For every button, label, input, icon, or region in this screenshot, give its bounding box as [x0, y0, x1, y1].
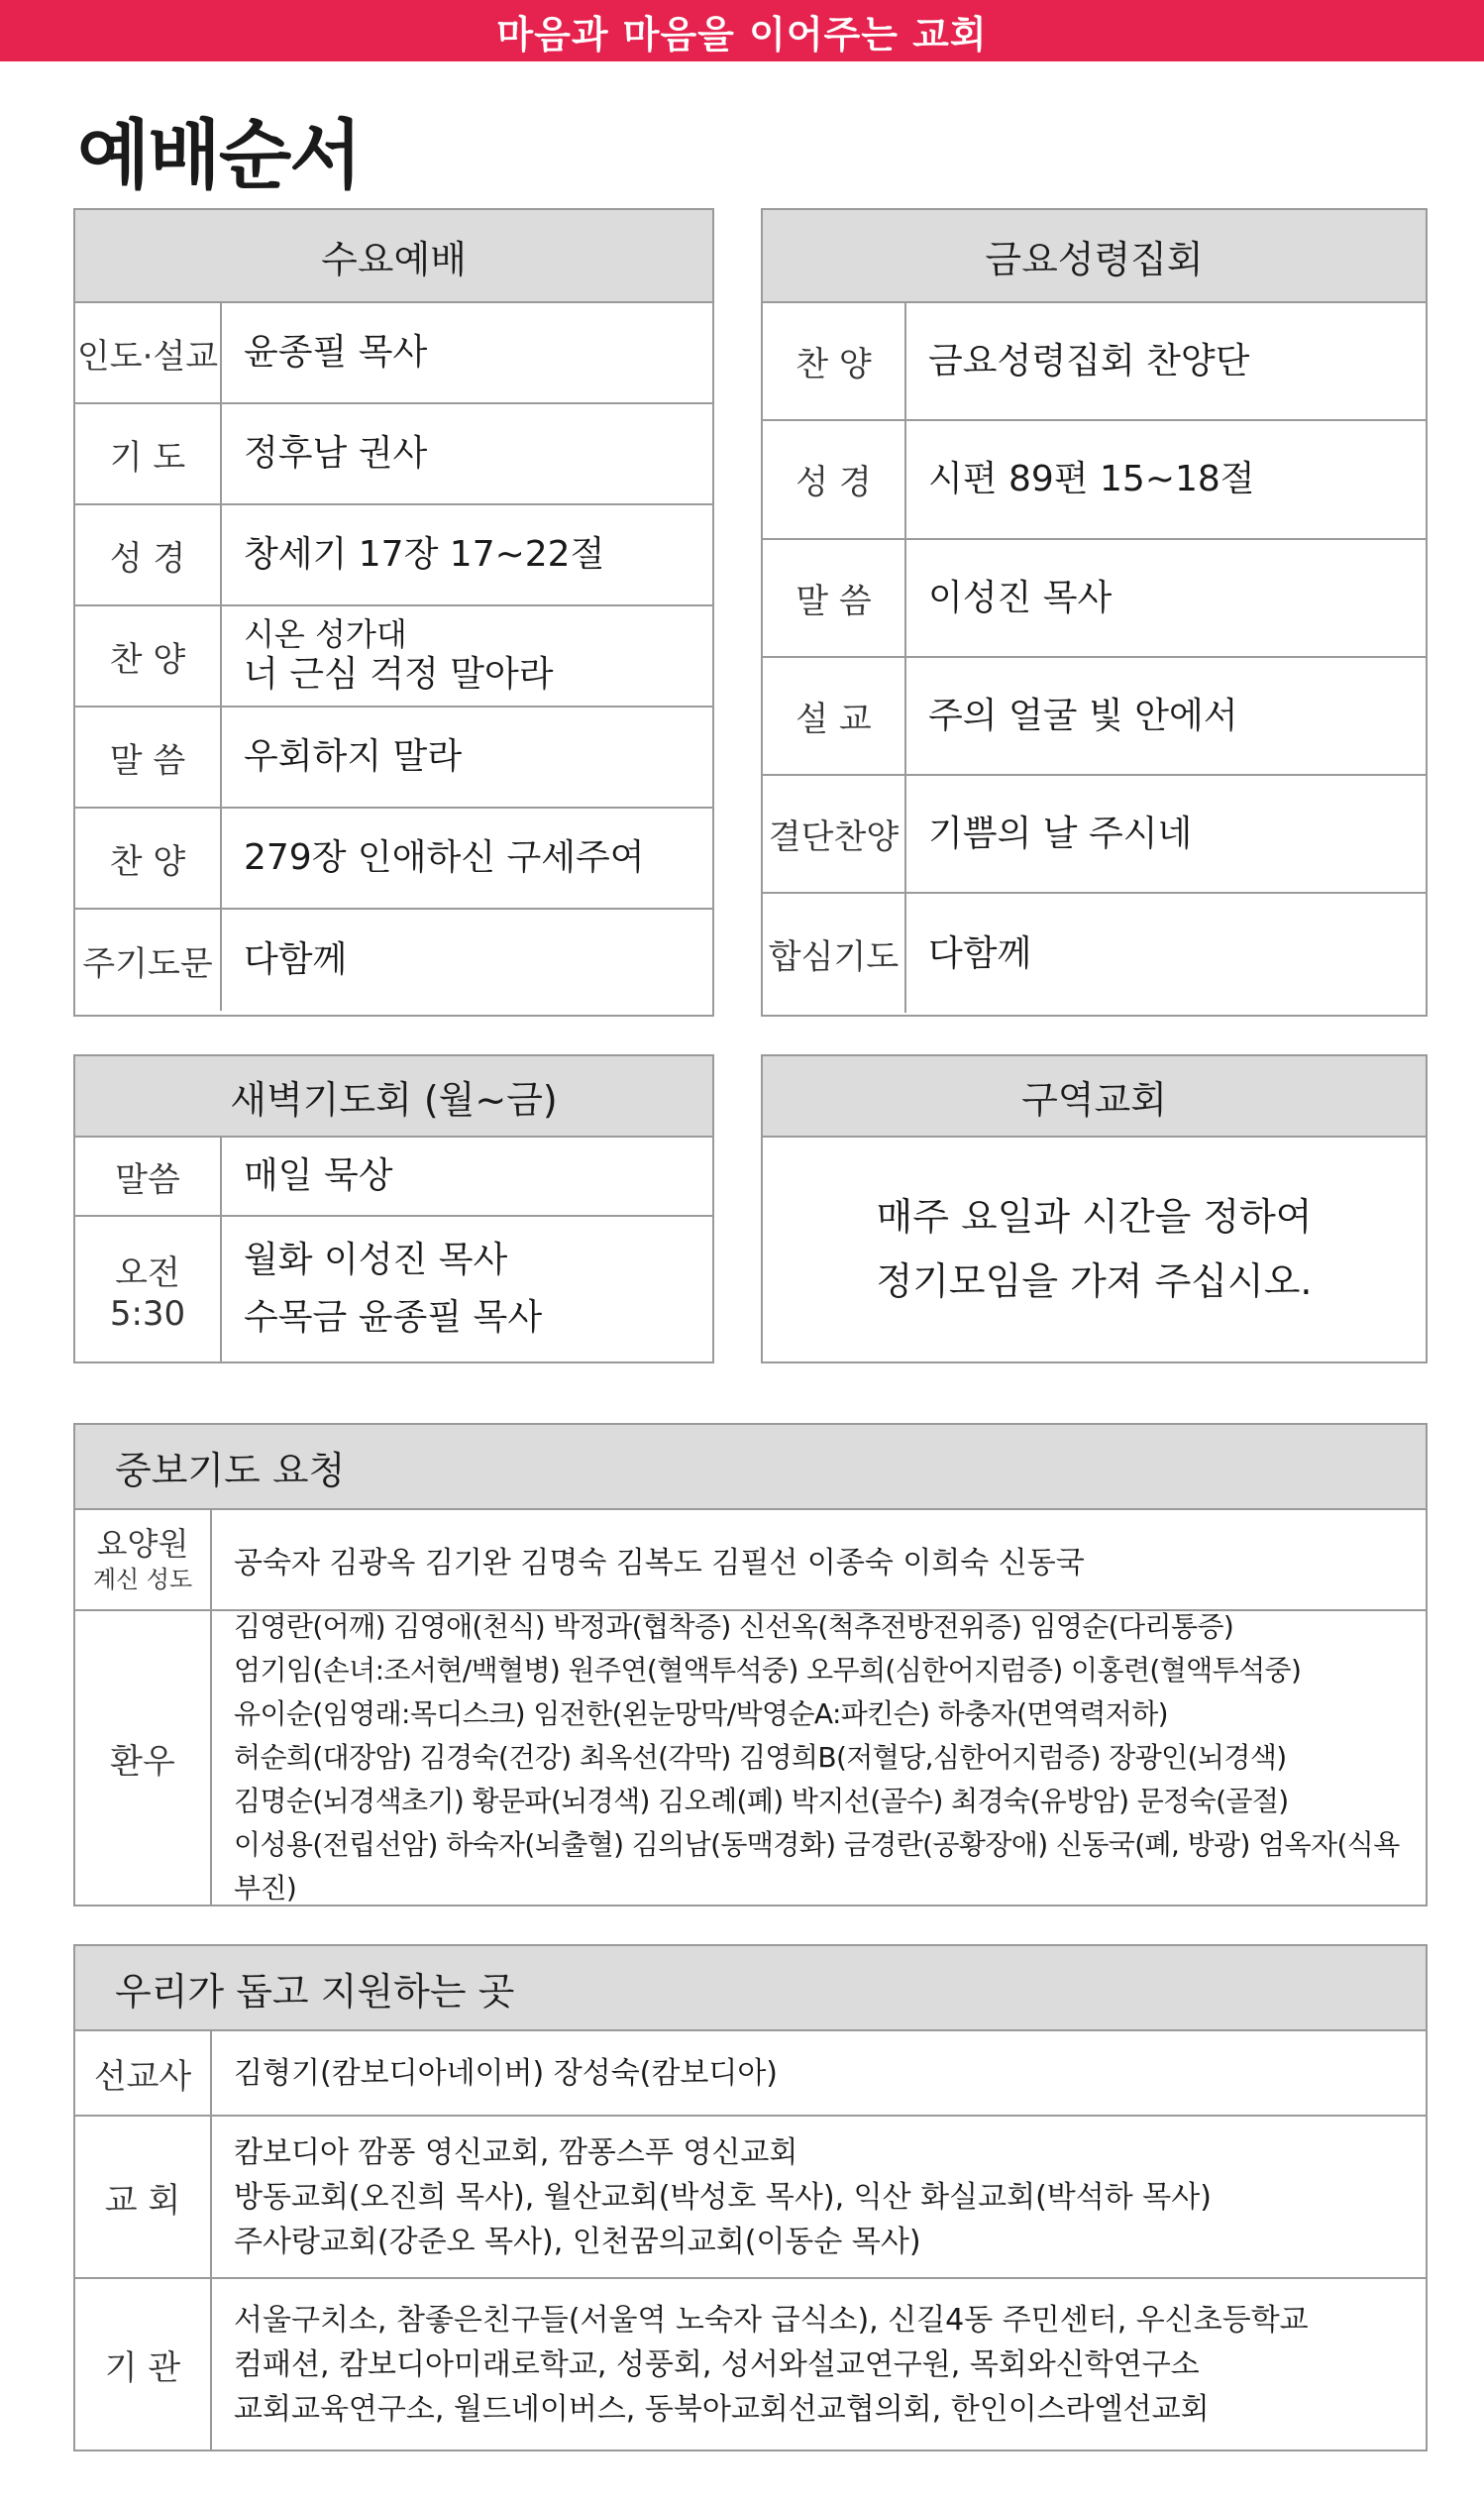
support-label-church: 교 회: [75, 2117, 212, 2277]
org-line: 컴패션, 캄보디아미래로학교, 성풍회, 성서와설교연구원, 목회와신학연구소: [234, 2346, 1200, 2382]
district-notice: [763, 1138, 1426, 1361]
friday-value-text: 주의 얼굴 빛 안에서: [928, 695, 1238, 736]
org-line: 교회교육연구소, 월드네이버스, 동북아교회선교협의회, 한인이스라엘선교회: [234, 2391, 1210, 2427]
friday-value-text: 금요성령집회 찬양단: [928, 341, 1250, 382]
wednesday-value-text: 창세기 17장 17~22절: [244, 534, 605, 576]
support-label-missionary: 선교사: [75, 2031, 212, 2115]
wednesday-row: [75, 708, 712, 809]
wednesday-heading: 수요예배: [75, 210, 712, 303]
friday-value: [906, 776, 1426, 892]
wednesday-worship-box: [73, 208, 714, 1017]
wednesday-label: 주기도문: [75, 910, 222, 1011]
wednesday-row: [75, 404, 712, 505]
nursing-label-sub: 계신 성도: [92, 1566, 193, 1594]
wednesday-value-text: 다함께: [244, 939, 348, 981]
friday-label: 말 씀: [763, 540, 906, 656]
support-heading: 우리가 돕고 지원하는 곳: [75, 1946, 1426, 2031]
dawn-label-time: 오전 5:30: [75, 1217, 222, 1361]
wednesday-value: [222, 505, 712, 604]
dawn-row-time: [75, 1217, 712, 1361]
wednesday-value: [222, 708, 712, 807]
wednesday-value: [222, 606, 712, 706]
wednesday-row: [75, 606, 712, 708]
dawn-leader-1: 월화 이성진 목사: [244, 1240, 508, 1281]
wednesday-label: 인도·설교: [75, 303, 222, 402]
patient-line: 엄기임(손녀:조서현/백혈병) 원주연(혈액투석중) 오무희(심한어지럼증) 이홍련(혈액투석중): [234, 1654, 1302, 1687]
friday-value: [906, 658, 1426, 774]
nursing-names-text: 공숙자 김광옥 김기완 김명숙 김복도 김필선 이종숙 이희숙 신동국: [234, 1546, 1085, 1580]
dawn-heading: 새벽기도회 (월~금): [75, 1056, 712, 1138]
patient-line: 김영란(어깨) 김영애(천식) 박정과(협착증) 신선옥(척추전방전위증) 임영순(다리통증): [234, 1610, 1234, 1643]
friday-value-text: 이성진 목사: [928, 577, 1113, 618]
district-line-2: 정기모임을 가져 주십시오.: [876, 1259, 1313, 1303]
patient-line: 김명순(뇌경색초기) 황문파(뇌경색) 김오례(폐) 박지선(골수) 최경숙(유방암) 문정숙(골절): [234, 1785, 1289, 1817]
missionary-line: 김형기(캄보디아네이버) 장성숙(캄보디아): [234, 2055, 779, 2091]
dawn-value-word: [222, 1138, 712, 1215]
intercessory-prayer-box: [73, 1423, 1428, 1906]
wednesday-value-text: 너 근심 걱정 말아라: [244, 653, 554, 695]
friday-gathering-box: [761, 208, 1428, 1017]
friday-label: 성 경: [763, 421, 906, 537]
wednesday-value-text: 279장 인애하신 구세주여: [244, 837, 645, 879]
friday-value-text: 기쁨의 날 주시네: [928, 814, 1193, 855]
wednesday-row: [75, 809, 712, 910]
support-box: [73, 1944, 1428, 2451]
support-value-church: [212, 2117, 1426, 2277]
church-line: 주사랑교회(강준오 목사), 인천꿈의교회(이동순 목사): [234, 2224, 921, 2259]
friday-value-text: 시편 89편 15~18절: [928, 459, 1255, 500]
wednesday-row: [75, 303, 712, 404]
dawn-label-word: 말씀: [75, 1138, 222, 1215]
wednesday-value-text: 윤종필 목사: [244, 332, 428, 374]
church-slogan-banner: 마음과 마음을 이어주는 교회: [0, 0, 1484, 61]
friday-row: [763, 894, 1426, 1012]
friday-value: [906, 894, 1426, 1012]
district-line-1: 매주 요일과 시간을 정하여: [876, 1195, 1313, 1240]
district-heading: 구역교회: [763, 1056, 1426, 1138]
dawn-value-time: [222, 1217, 712, 1361]
friday-row: [763, 658, 1426, 776]
nursing-label-main: 요양원: [96, 1524, 189, 1563]
wednesday-value: [222, 404, 712, 503]
wednesday-value-text: 우회하지 말라: [244, 736, 463, 778]
friday-label: 결단찬양: [763, 776, 906, 892]
friday-heading: 금요성령집회: [763, 210, 1426, 303]
wednesday-row: [75, 910, 712, 1011]
support-label-org: 기 관: [75, 2279, 212, 2450]
friday-row: [763, 421, 1426, 539]
wednesday-label: 찬 양: [75, 606, 222, 706]
church-line: 방동교회(오진희 목사), 월산교회(박성호 목사), 익산 화실교회(박석하 목사): [234, 2179, 1212, 2215]
support-row-org: [75, 2279, 1426, 2450]
patient-line: 유이순(임영래:목디스크) 임전한(왼눈망막/박영순A:파킨슨) 하충자(면역력저하): [234, 1697, 1168, 1730]
nursing-label: [75, 1510, 212, 1609]
wednesday-value-text: 정후남 권사: [244, 433, 428, 475]
support-value-missionary: [212, 2031, 1426, 2115]
support-row-church: [75, 2117, 1426, 2279]
wednesday-label: 말 씀: [75, 708, 222, 807]
org-line: 서울구치소, 참좋은친구들(서울역 노숙자 급식소), 신길4동 주민센터, 우신초등학교: [234, 2302, 1309, 2338]
friday-row: [763, 540, 1426, 658]
nursing-names: [212, 1510, 1426, 1609]
wednesday-label: 찬 양: [75, 809, 222, 908]
friday-row: [763, 303, 1426, 421]
friday-label: 합심기도: [763, 894, 906, 1012]
patient-line: 허순희(대장암) 김경숙(건강) 최옥선(각막) 김영희B(저혈당,심한어지럼증) 장광인(뇌경색): [234, 1741, 1287, 1774]
friday-value-text: 다함께: [928, 932, 1032, 974]
friday-value: [906, 421, 1426, 537]
dawn-leader-2: 수목금 윤종필 목사: [244, 1297, 543, 1338]
wednesday-value-sub: 시온 성가대: [244, 615, 407, 653]
dawn-word-line: 매일 묵상: [244, 1155, 393, 1197]
prayer-row-patients: [75, 1611, 1426, 1905]
friday-label: 찬 양: [763, 303, 906, 419]
friday-value: [906, 303, 1426, 419]
wednesday-label: 기 도: [75, 404, 222, 503]
district-church-box: [761, 1054, 1428, 1363]
dawn-row-word: [75, 1138, 712, 1217]
friday-value: [906, 540, 1426, 656]
prayer-heading: 중보기도 요청: [75, 1425, 1426, 1510]
dawn-prayer-box: [73, 1054, 714, 1363]
patient-line: 이성용(전립선암) 하숙자(뇌출혈) 김의남(동맥경화) 금경란(공황장애) 신동국(폐, 방광) 엄옥자(식욕부진): [234, 1828, 1400, 1905]
wednesday-label: 성 경: [75, 505, 222, 604]
friday-label: 설 교: [763, 658, 906, 774]
patients-label: 환우: [75, 1611, 212, 1905]
support-row-missionary: [75, 2031, 1426, 2117]
patients-list: [212, 1611, 1426, 1905]
prayer-row-nursing: [75, 1510, 1426, 1611]
wednesday-value: [222, 303, 712, 402]
support-value-org: [212, 2279, 1426, 2450]
friday-row: [763, 776, 1426, 894]
church-line: 캄보디아 깜퐁 영신교회, 깜퐁스푸 영신교회: [234, 2134, 798, 2170]
wednesday-row: [75, 505, 712, 606]
page-title: 예배순서: [77, 111, 361, 199]
wednesday-value: [222, 809, 712, 908]
wednesday-value: [222, 910, 712, 1011]
